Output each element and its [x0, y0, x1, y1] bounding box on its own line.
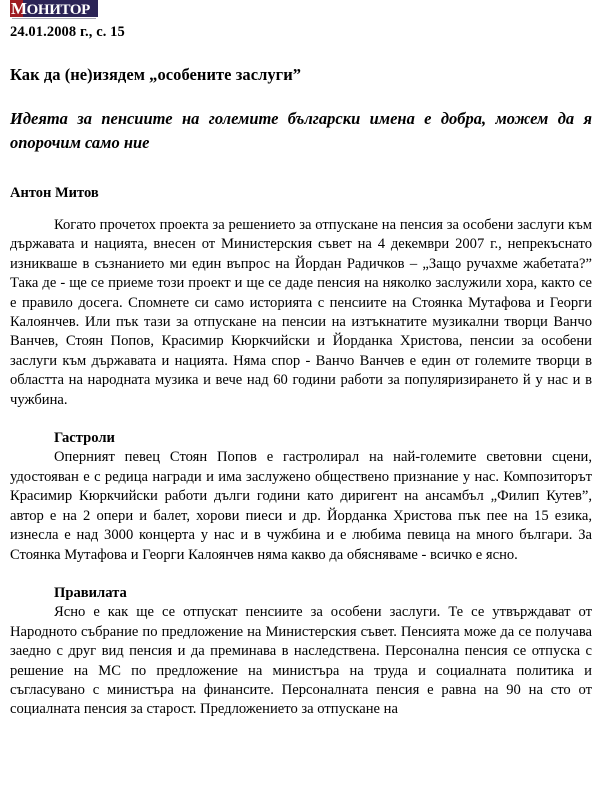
- paragraph: Оперният певец Стоян Попов е гастролирал на най-големите световни сцени, удостояван е с редица награди и има заслужено обществено признание у нас. Композиторът Красимир Кюркчийски работи дълги години като диригент на ансамбъл „Филип Кутев”, автор е на 2 опери и балет, хорови пиеси и др. Йорданка Христова пък пее на 15 езика, изнесла е над 3000 концерта у нас и в чужбина и е любима певица на много българи. За Стоянка Мутафова и Георги Калоянчев няма какво да обясняваме - всичко е ясно.: [10, 449, 592, 563]
- article-deck: Идеята за пенсиите на големите български имена е добра, можем да я опорочим само ние: [10, 109, 592, 152]
- masthead-underline-rule: [12, 18, 96, 19]
- article-headline: Как да (не)изядем „особените заслуги”: [10, 65, 302, 84]
- dateline: 24.01.2008 г., с. 15: [10, 24, 125, 40]
- section-subhead-pravilata: Правилата: [54, 584, 127, 601]
- article-body: [10, 216, 592, 720]
- paragraph: Ясно е как ще се отпускат пенсиите за особени заслуги. Те се утвърждават от Народното събрание по предложение на Министерския съвет. Пенсията може да се получава заедно с друг вид пенсия и да преминава в наследствена. Персонална пенсия се отпуска с решение на МС по предложение на министъра на труда и социалната политика и съгласувано с министъра на финансите. Персоналната пенсия е равна на 90 на сто от социалната пенсия за старост. Предложението за отпускане на: [10, 604, 592, 718]
- masthead-drop-cap: М: [11, 0, 27, 17]
- masthead-wordmark: [11, 0, 98, 17]
- masthead-plate: [10, 0, 98, 17]
- masthead-wordmark-rest: ОНИТОР: [26, 2, 90, 17]
- monitor-masthead-logo: [10, 0, 98, 18]
- section-subhead-gastroli: Гастроли: [54, 430, 115, 447]
- paragraph: Когато прочетох проекта за решението за отпускане на пенсия за особени заслуги към държавата и нацията, внесен от Министерския съвет на 4 декември 2007 г., непрекъснато изникваше в съзнанието ми един въпрос на Йордан Радичков – „Защо ручахме жабетата?” Така де - ще се приеме този проект и ще се даде пенсия на няколко заслужили хора, както се е правило досега. Спомнете си само историята с пенсиите на Стоянка Мутафова и Георги Калоянчев. Или пък тази за отпускане на пенсии на изтъкнатите музикални творци Ванчо Ванчев, Стоян Попов, Красимир Кюркчийски и Йорданка Христова, пенсии за особени заслуги към държавата и нацията. Няма спор - Ванчо Ванчев е един от големите творци в областта на народната музика и вече над 60 години работи за популяризирането й у нас и в чужбина.: [10, 217, 592, 408]
- article-byline: Антон Митов: [10, 185, 99, 201]
